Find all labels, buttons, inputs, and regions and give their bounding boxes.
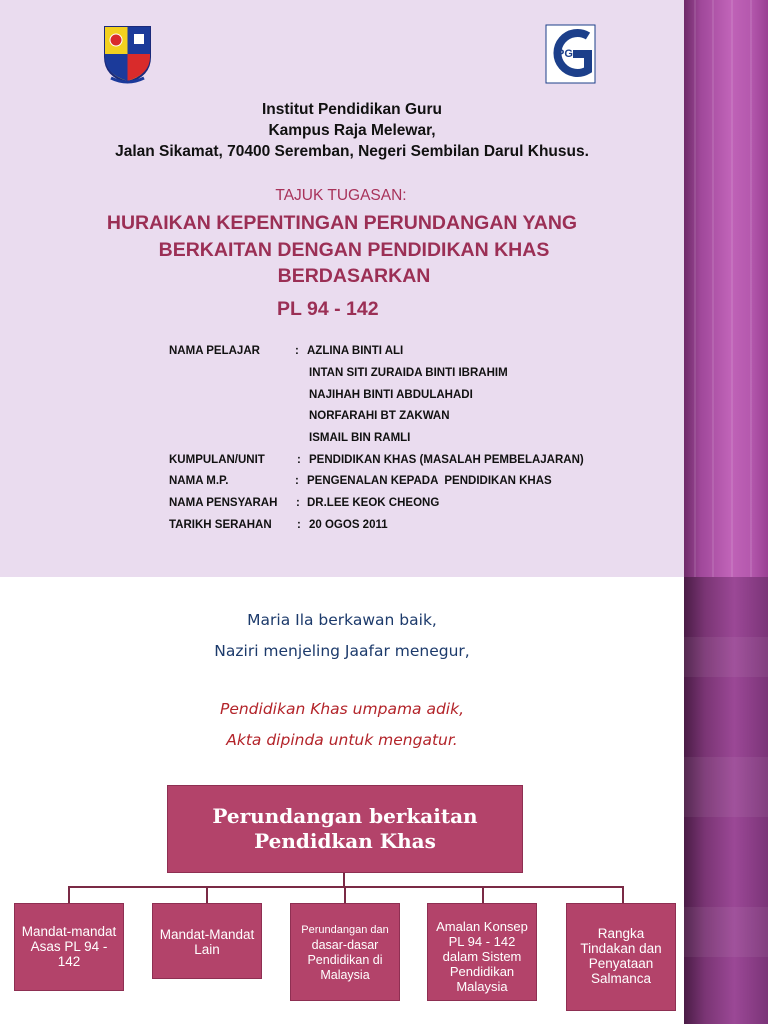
assignment-title-code: PL 94 - 142	[277, 298, 379, 320]
connector-drop	[206, 886, 208, 903]
assignment-title-line-2: BERKAITAN DENGAN PENDIDIKAN KHAS	[158, 239, 550, 261]
group-label: KUMPULAN/UNIT	[169, 454, 265, 466]
org-chart-box-amalan-konsep	[427, 903, 537, 1001]
org-chart-box-mandat-asas	[14, 903, 124, 991]
box-text: Mandat-Mandat	[159, 927, 255, 942]
colon: :	[295, 345, 299, 357]
connector-drop	[344, 886, 346, 903]
box-text: Asas PL 94 -	[30, 939, 108, 954]
student-name: NAJIHAH BINTI ABDULAHADI	[309, 389, 473, 401]
course-label: NAMA M.P.	[169, 475, 229, 487]
box-text: dasar-dasar	[311, 938, 379, 952]
date-label: TARIKH SERAHAN	[169, 519, 272, 531]
org-chart-root	[167, 785, 523, 873]
box-text: dalam Sistem	[442, 949, 522, 964]
box-text: Pendidikan	[449, 964, 515, 979]
box-text: PL 94 - 142	[448, 934, 516, 949]
lecturer-value: DR.LEE KEOK CHEONG	[307, 497, 440, 509]
connector-drop	[68, 886, 70, 903]
box-text: Salmanca	[590, 971, 652, 986]
box-text: Rangka	[597, 926, 645, 941]
institute-address: Jalan Sikamat, 70400 Seremban, Negeri Sembilan Darul Khusus.	[115, 143, 589, 160]
box-text: Perundangan dan	[301, 924, 389, 936]
institute-crest-logo	[101, 24, 154, 86]
student-name: ISMAIL BIN RAMLI	[309, 432, 411, 444]
connector-trunk	[343, 873, 345, 887]
box-text: Lain	[194, 942, 220, 957]
box-text: Pendidikan di	[307, 953, 383, 967]
student-name: AZLINA BINTI ALI	[307, 345, 404, 357]
colon: :	[297, 519, 301, 531]
pantun-line-3: Pendidikan Khas umpama adik,	[219, 700, 465, 718]
box-text: Malaysia	[456, 979, 508, 994]
pantun-line-4: Akta dipinda untuk mengatur.	[226, 731, 458, 749]
box-text: Amalan Konsep	[436, 919, 528, 934]
assignment-title-line-3: BERDASARKAN	[277, 265, 431, 287]
pantun-line-1: Maria Ila berkawan baik,	[247, 611, 437, 629]
org-chart-box-mandat-lain	[152, 903, 262, 979]
org-chart-root-line: Pendidkan Khas	[254, 829, 436, 853]
colon: :	[297, 454, 301, 466]
svg-text:IPG: IPG	[554, 48, 573, 60]
box-text: Malaysia	[320, 968, 370, 982]
date-value: 20 OGOS 2011	[309, 519, 388, 531]
ipg-logo	[545, 24, 596, 84]
box-text: Penyataan	[588, 956, 654, 971]
assignment-title-line-1: HURAIKAN KEPENTINGAN PERUNDANGAN YANG	[106, 212, 578, 234]
campus-name: Kampus Raja Melewar,	[268, 122, 436, 139]
side-decoration	[684, 0, 768, 577]
student-name: INTAN SITI ZURAIDA BINTI IBRAHIM	[309, 367, 508, 379]
institute-name: Institut Pendidikan Guru	[262, 101, 442, 118]
colon: :	[295, 475, 299, 487]
org-chart-box-rangka-tindakan	[566, 903, 676, 1011]
box-text: 142	[57, 954, 81, 969]
org-chart-root-line: Perundangan berkaitan	[212, 804, 478, 828]
group-value: PENDIDIKAN KHAS (MASALAH PEMBELAJARAN)	[309, 454, 584, 466]
box-text: Tindakan dan	[580, 941, 662, 956]
connector-drop	[482, 886, 484, 903]
colon: :	[296, 497, 300, 509]
connector-drop	[622, 886, 624, 903]
box-text: Mandat-mandat	[21, 924, 117, 939]
assignment-label: TAJUK TUGASAN:	[275, 187, 407, 204]
course-value: PENGENALAN KEPADA PENDIDIKAN KHAS	[307, 475, 552, 487]
pantun-line-2: Naziri menjeling Jaafar menegur,	[214, 642, 470, 660]
student-name: NORFARAHI BT ZAKWAN	[309, 410, 450, 422]
org-chart-box-perundangan	[290, 903, 400, 1001]
student-label: NAMA PELAJAR	[169, 345, 260, 357]
connector-bar	[68, 886, 624, 888]
lecturer-label: NAMA PENSYARAH	[169, 497, 278, 509]
side-decoration	[684, 577, 768, 1024]
content-slide	[0, 577, 768, 1024]
